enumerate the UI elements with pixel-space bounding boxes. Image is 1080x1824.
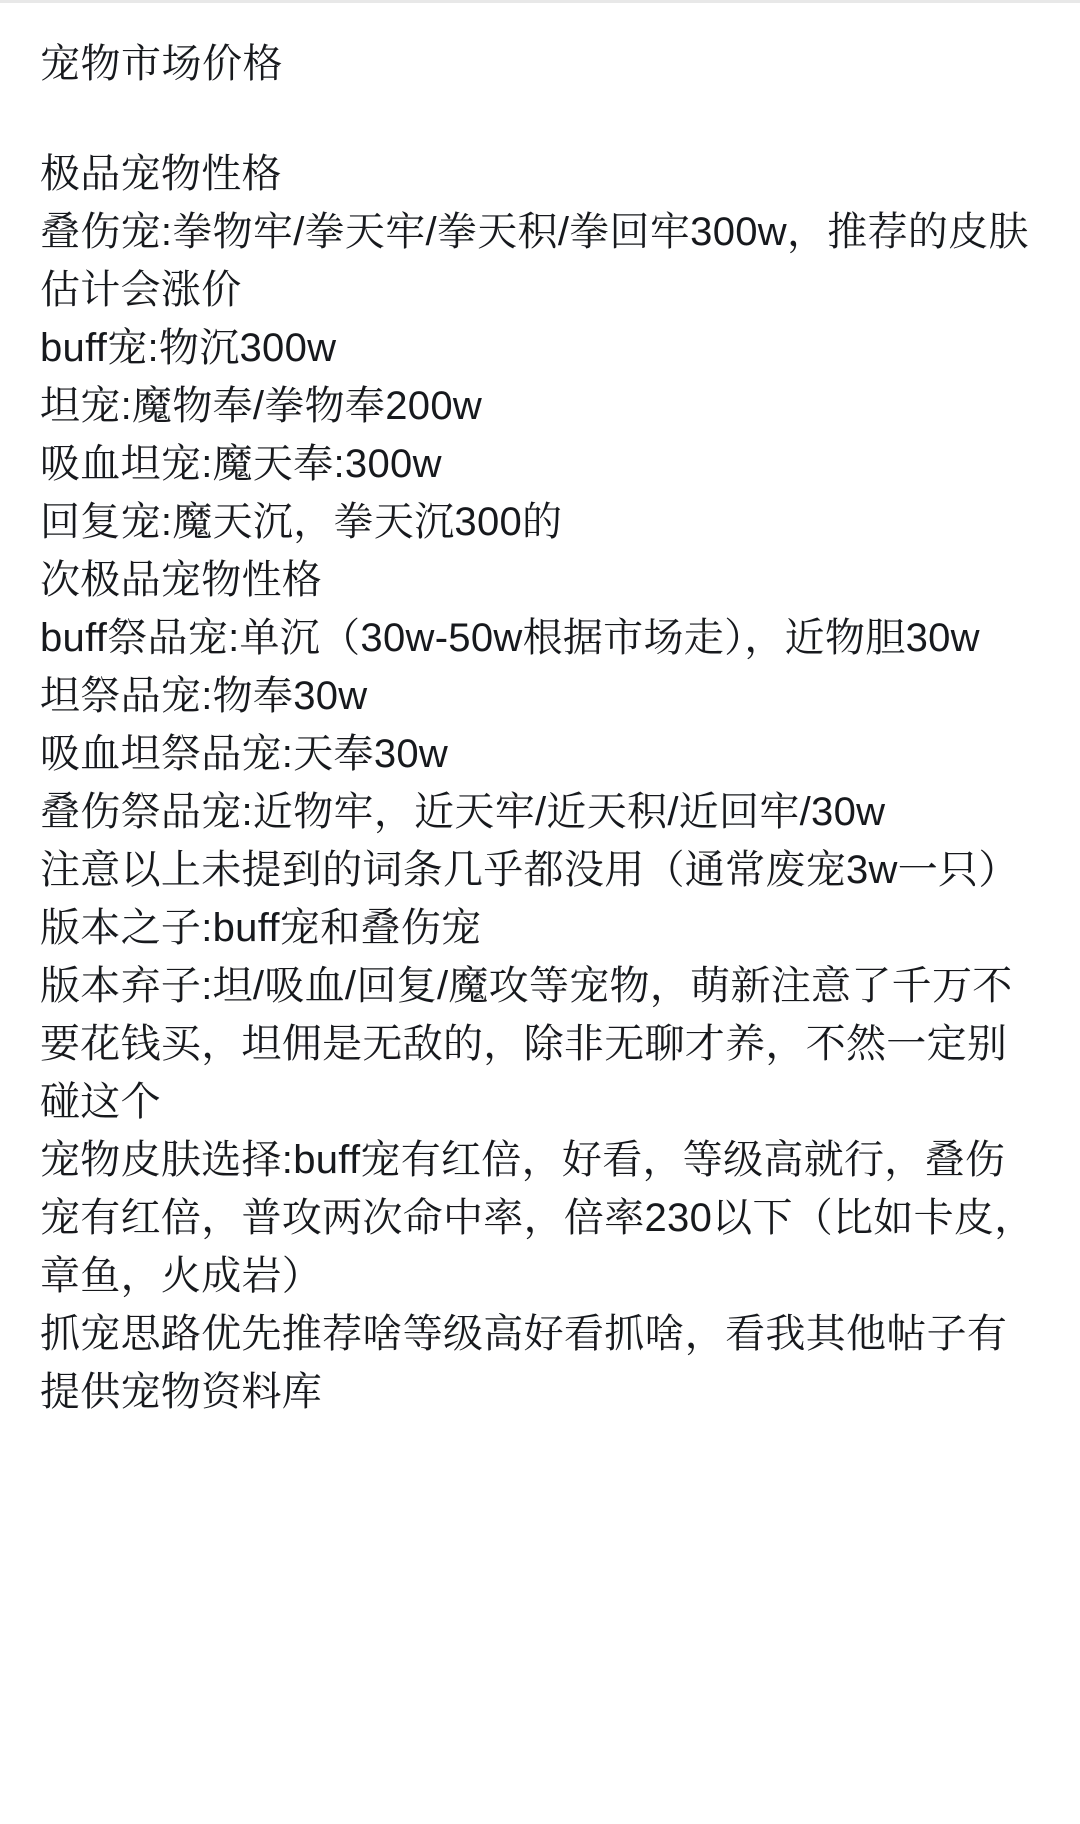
text-line: 吸血坦祭品宠:天奉30w [40,732,449,776]
text-line: buff祭品宠:单沉（30w-50w根据市场走），近物胆30w [40,616,980,660]
text-line: 版本弃子:坦/吸血/回复/魔攻等宠物，萌新注意了千万不要花钱买，坦佣是无敌的，除非无聊才养，不然一定别碰这个 [40,964,1013,1124]
page-title: 宠物市场价格 [40,42,283,86]
text-line: 次极品宠物性格 [40,558,323,602]
text-line: buff宠:物沉300w [40,326,337,370]
document-body [40,145,1040,1421]
text-line: 坦宠:魔物奉/拳物奉200w [40,384,483,428]
text-line: 注意以上未提到的词条几乎都没用（通常废宠3w一只） [40,848,1019,892]
text-line: 回复宠:魔天沉，拳天沉300的 [40,500,563,544]
text-line: 版本之子:buff宠和叠伤宠 [40,906,482,950]
text-line: 宠物皮肤选择:buff宠有红倍，好看，等级高就行，叠伤宠有红倍，普攻两次命中率，倍率230以下（比如卡皮，章鱼，火成岩） [40,1138,1035,1298]
text-line: 坦祭品宠:物奉30w [40,674,368,718]
text-line: 吸血坦宠:魔天奉:300w [40,442,442,486]
text-line: 叠伤宠:拳物牢/拳天牢/拳天积/拳回牢300w，推荐的皮肤估计会涨价 [40,210,1029,312]
text-line: 抓宠思路优先推荐啥等级高好看抓啥，看我其他帖子有提供宠物资料库 [40,1312,1008,1414]
document-content [0,3,1080,1421]
text-line: 叠伤祭品宠:近物牢，近天牢/近天积/近回牢/30w [40,790,886,834]
text-line: 极品宠物性格 [40,152,282,196]
